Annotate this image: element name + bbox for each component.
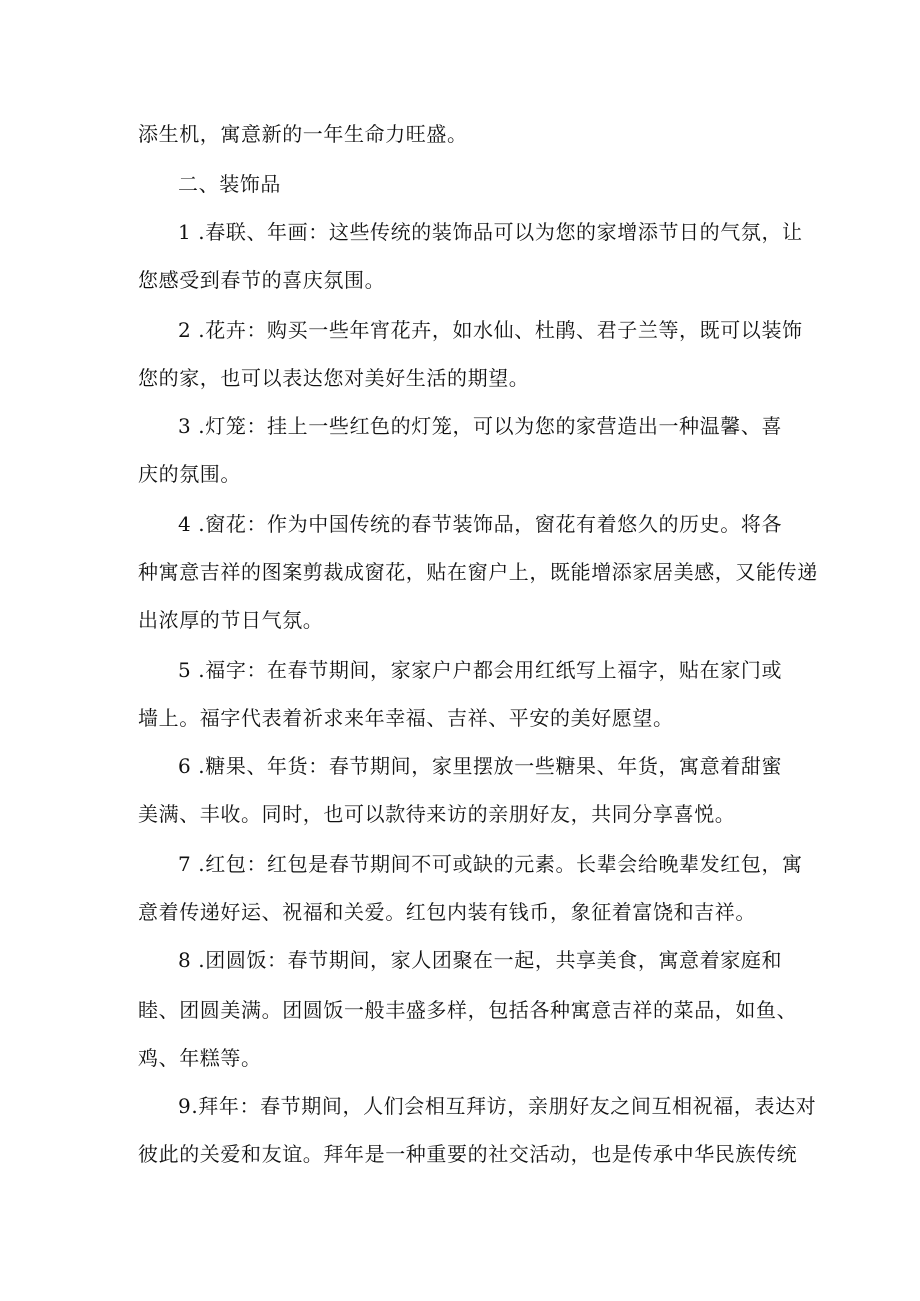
paragraph-line: 3 .灯笼：挂上一些红色的灯笼，可以为您的家营造出一种温馨、喜 <box>178 414 783 438</box>
paragraph-line: 7 .红包：红包是春节期间不可或缺的元素。长辈会给晚辈发红包，寓 <box>178 852 803 876</box>
paragraph-line: 墙上。福字代表着祈求来年幸福、吉祥、平安的美好愿望。 <box>138 706 674 730</box>
paragraph-line: 您感受到春节的喜庆氛围。 <box>138 268 386 292</box>
paragraph-line: 美满、丰收。同时，也可以款待来访的亲朋好友，共同分享喜悦。 <box>138 802 736 826</box>
paragraph-line: 您的家，也可以表达您对美好生活的期望。 <box>138 366 530 390</box>
paragraph-line: 5 .福字：在春节期间，家家户户都会用红纸写上福字，贴在家门或 <box>178 658 783 682</box>
paragraph-line: 意着传递好运、祝福和关爱。红包内装有钱币，象征着富饶和吉祥。 <box>138 900 756 924</box>
paragraph-line: 4 .窗花：作为中国传统的春节装饰品，窗花有着悠久的历史。将各 <box>178 512 783 536</box>
paragraph-line: 种寓意吉祥的图案剪裁成窗花，贴在窗户上，既能增添家居美感，又能传递 <box>138 560 818 584</box>
paragraph-line: 出浓厚的节日气氛。 <box>138 608 324 632</box>
paragraph-line: 9.拜年：春节期间，人们会相互拜访，亲朋好友之间互相祝福，表达对 <box>178 1094 817 1118</box>
paragraph-line: 2 .花卉：购买一些年宵花卉，如水仙、杜鹃、君子兰等，既可以装饰 <box>178 318 803 342</box>
paragraph-line: 6 .糖果、年货：春节期间，家里摆放一些糖果、年货，寓意着甜蜜 <box>178 754 783 778</box>
paragraph-line: 鸡、年糕等。 <box>138 1046 262 1070</box>
paragraph-line: 庆的氛围。 <box>138 462 241 486</box>
paragraph-line: 添生机，寓意新的一年生命力旺盛。 <box>138 122 468 146</box>
paragraph-line: 8 .团圆饭：春节期间，家人团聚在一起，共享美食，寓意着家庭和 <box>178 948 783 972</box>
section-heading: 二、装饰品 <box>178 172 281 196</box>
paragraph-line: 1 .春联、年画：这些传统的装饰品可以为您的家增添节日的气氛，让 <box>178 220 803 244</box>
paragraph-line: 睦、团圆美满。团圆饭一般丰盛多样，包括各种寓意吉祥的菜品，如鱼、 <box>138 998 798 1022</box>
paragraph-line: 彼此的关爱和友谊。拜年是一种重要的社交活动，也是传承中华民族传统 <box>138 1142 798 1166</box>
